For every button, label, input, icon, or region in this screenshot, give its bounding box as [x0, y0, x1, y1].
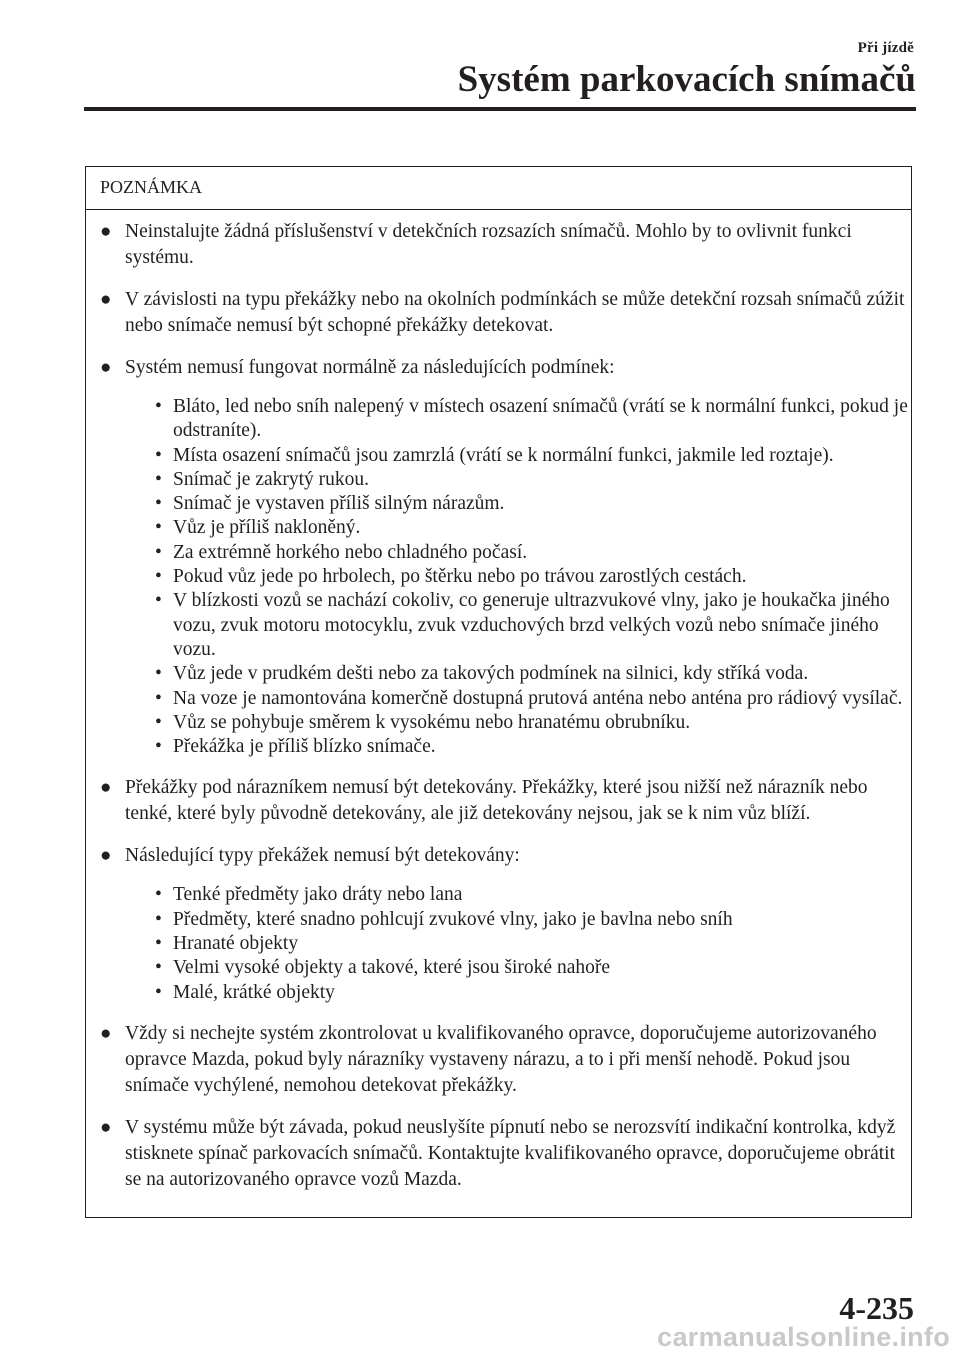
note-item-text: Následující typy překážek nemusí být detekovány: [125, 845, 520, 867]
sub-list-item [149, 516, 911, 540]
note-item [100, 843, 911, 1004]
sub-bullet-icon: • [155, 687, 162, 709]
sub-list-item-text: Vůz jede v prudkém dešti nebo za takových podmínek na silnici, kdy stříká voda. [173, 663, 809, 685]
sub-list-item [149, 395, 911, 444]
sub-list-item [149, 908, 911, 932]
watermark[interactable]: carmanualsonline.info [657, 1322, 950, 1352]
note-item [100, 355, 911, 759]
sub-list-item [149, 956, 911, 980]
bullet-icon: ● [100, 289, 112, 310]
sub-list-item [149, 932, 911, 956]
sub-list-item [149, 468, 911, 492]
sub-list-item [149, 662, 911, 686]
sub-list-item-text: Vůz se pohybuje směrem k vysokému nebo hranatému obrubníku. [173, 711, 691, 733]
page-title: Systém parkovacích snímačů [457, 59, 916, 100]
bullet-icon: ● [100, 777, 112, 799]
sub-list-item-text: V blízkosti vozů se nachází cokoliv, co generuje ultrazvukové vlny, jako je houkačka jiného vozu, zvuk motoru motocyklu, zvuk vzduchových brzd velkých vozů nebo snímače jiného vozu. [173, 590, 890, 660]
sub-list-item-text: Místa osazení snímačů jsou zamrzlá (vrátí se k normální funkci, jakmile led roztaje). [173, 444, 834, 466]
bullet-icon: ● [100, 1022, 112, 1044]
sub-bullet-icon: • [155, 711, 162, 733]
note-item [100, 287, 911, 339]
sub-bullet-icon: • [155, 444, 162, 466]
sub-list-item-text: Malé, krátké objekty [173, 981, 335, 1003]
sub-list-item [149, 492, 911, 516]
page-number: 4-235 [839, 1290, 914, 1326]
sub-bullet-icon: • [155, 396, 162, 417]
sub-list-item [149, 541, 911, 565]
note-heading: POZNÁMKA [86, 167, 911, 210]
sub-bullet-icon: • [155, 566, 162, 588]
note-box [85, 166, 912, 1218]
sub-list-item [149, 687, 911, 711]
sub-list-item [149, 565, 911, 589]
sub-list-item-text: Snímač je vystaven příliš silným nárazům. [173, 493, 505, 515]
sub-list-item [149, 981, 911, 1005]
note-item [100, 219, 911, 271]
sub-bullet-icon: • [155, 468, 162, 490]
sub-list-item-text: Velmi vysoké objekty a takové, které jsou široké nahoře [173, 957, 611, 979]
bullet-icon: ● [100, 357, 112, 378]
note-item-text: V systému může být závada, pokud neuslyšíte pípnutí nebo se nerozsvítí indikační kontrolka, když stisknete spínač parkovacích snímačů. Kontaktujte kvalifikovaného opravce, doporučujeme obrátit se na autorizovaného opravce vozů Mazda. [125, 1116, 896, 1190]
note-item-text: Systém nemusí fungovat normálně za následujících podmínek: [125, 357, 615, 378]
sub-list-item-text: Pokud vůz jede po hrbolech, po štěrku nebo po trávou zarostlých cestách. [173, 566, 747, 588]
sub-list-item-text: Hranaté objekty [173, 933, 299, 955]
sub-list-item-text: Bláto, led nebo sníh nalepený v místech osazení snímačů (vrátí se k normální funkci, pokud je odstraníte). [173, 396, 908, 442]
header-divider [84, 107, 916, 111]
note-item [100, 1021, 911, 1099]
sub-list-item [149, 735, 911, 759]
sub-list-item-text: Na voze je namontována komerčně dostupná prutová anténa nebo anténa pro rádiový vysílač. [173, 687, 903, 709]
note-item-text: V závislosti na typu překážky nebo na okolních podmínkách se může detekční rozsah snímačů zúžit nebo snímače nemusí být schopné překážky detekovat. [125, 289, 905, 336]
sub-list-item-text: Předměty, které snadno pohlcují zvukové vlny, jako je bavlna nebo sníh [173, 908, 733, 930]
sub-bullet-icon: • [155, 736, 162, 758]
note-item [100, 775, 911, 827]
note-item-text: Vždy si nechejte systém zkontrolovat u kvalifikovaného opravce, doporučujeme autorizovaného opravce Mazda, pokud byly nárazníky vystaveny nárazu, a to i při menší nehodě. Pokud jsou snímače vychýlené, nemohou detekovat překážky. [125, 1022, 877, 1096]
sub-list [125, 883, 911, 1004]
bullet-icon: ● [100, 845, 112, 867]
bullet-icon: ● [100, 221, 112, 242]
note-item-text: Neinstalujte žádná příslušenství v detekčních rozsazích snímačů. Mohlo by to ovlivnit funkci systému. [125, 221, 852, 268]
sub-bullet-icon: • [155, 981, 162, 1003]
sub-bullet-icon: • [155, 590, 162, 612]
sub-bullet-icon: • [155, 908, 162, 930]
sub-bullet-icon: • [155, 884, 162, 906]
bullet-icon: ● [100, 1116, 112, 1138]
sub-list-item-text: Snímač je zakrytý rukou. [173, 468, 370, 490]
section-label: Při jízdě [857, 40, 914, 56]
sub-list-item-text: Vůz je příliš nakloněný. [173, 517, 361, 539]
sub-list-item [149, 589, 911, 662]
sub-bullet-icon: • [155, 663, 162, 685]
sub-list-item-text: Tenké předměty jako dráty nebo lana [173, 884, 463, 906]
note-item [100, 1115, 911, 1193]
sub-bullet-icon: • [155, 933, 162, 955]
sub-list [125, 395, 911, 759]
sub-list-item-text: Za extrémně horkého nebo chladného počasí. [173, 541, 528, 563]
sub-list-item [149, 883, 911, 907]
sub-bullet-icon: • [155, 541, 162, 563]
sub-list-item [149, 444, 911, 468]
note-body [86, 210, 911, 1193]
sub-bullet-icon: • [155, 493, 162, 515]
note-item-text: Překážky pod nárazníkem nemusí být detekovány. Překážky, které jsou nižší než nárazník nebo tenké, které byly původně detekovány, ale již detekovány nejsou, jak se k nim vůz blíží. [125, 777, 868, 825]
sub-bullet-icon: • [155, 957, 162, 979]
sub-list-item-text: Překážka je příliš blízko snímače. [173, 736, 436, 758]
sub-bullet-icon: • [155, 517, 162, 539]
sub-list-item [149, 711, 911, 735]
